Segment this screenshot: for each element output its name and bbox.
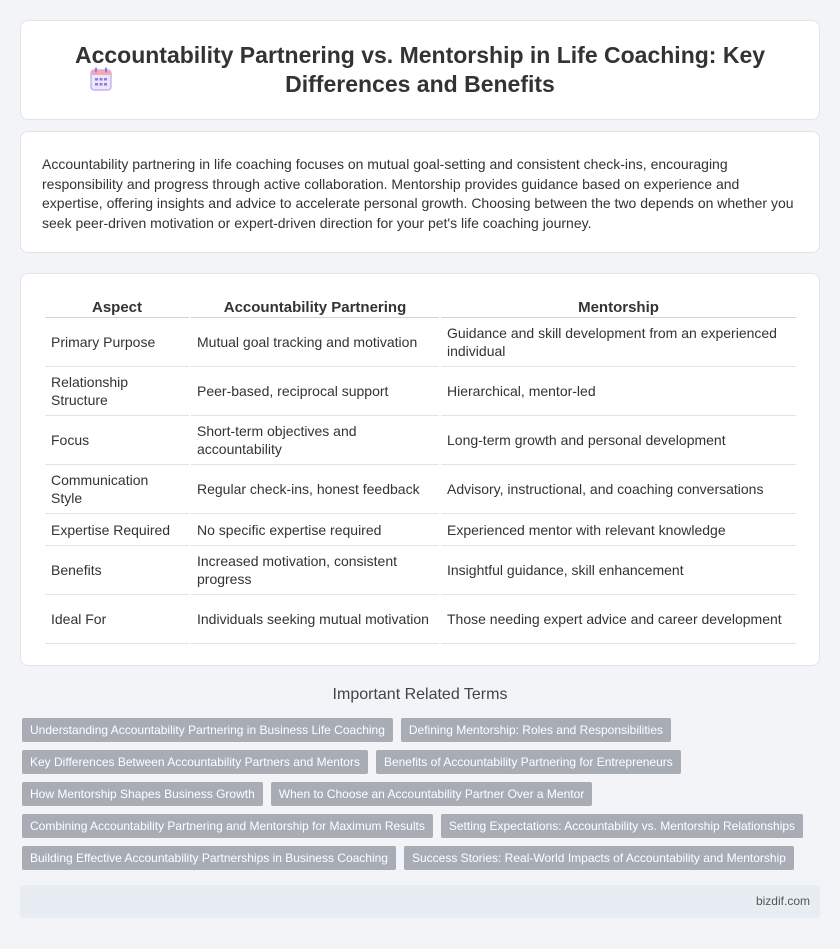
table-cell: Hierarchical, mentor-led bbox=[441, 367, 796, 416]
table-row bbox=[45, 416, 796, 465]
table-row bbox=[45, 595, 796, 644]
related-term-link[interactable]: Understanding Accountability Partnering in Business Life Coaching bbox=[22, 718, 393, 742]
related-term-link[interactable]: Building Effective Accountability Partnerships in Business Coaching bbox=[22, 846, 396, 870]
tag-row bbox=[22, 782, 822, 806]
related-terms-heading: Important Related Terms bbox=[332, 686, 508, 703]
header-aspect: Aspect bbox=[45, 296, 189, 318]
title-card bbox=[20, 20, 820, 120]
related-term-link[interactable]: Key Differences Between Accountability Partners and Mentors bbox=[22, 750, 368, 774]
table-cell: Individuals seeking mutual motivation bbox=[191, 595, 439, 644]
related-term-link[interactable]: Benefits of Accountability Partnering for Entrepreneurs bbox=[376, 750, 681, 774]
table-cell: Ideal For bbox=[45, 595, 189, 644]
table-cell: Insightful guidance, skill enhancement bbox=[441, 546, 796, 595]
table-cell: Benefits bbox=[45, 546, 189, 595]
table-cell: Guidance and skill development from an experienced individual bbox=[441, 318, 796, 367]
table-row bbox=[45, 546, 796, 595]
table-cell: Regular check-ins, honest feedback bbox=[191, 465, 439, 514]
related-term-link[interactable]: When to Choose an Accountability Partner Over a Mentor bbox=[271, 782, 593, 806]
table-row bbox=[45, 514, 796, 546]
table-cell: Long-term growth and personal development bbox=[441, 416, 796, 465]
table-cell: Advisory, instructional, and coaching conversations bbox=[441, 465, 796, 514]
footer bbox=[20, 885, 820, 918]
page-title: Accountability Partnering vs. Mentorship in Life Coaching: Key Differences and Benefits bbox=[74, 42, 766, 97]
table-cell: Primary Purpose bbox=[45, 318, 189, 367]
table-cell: Short-term objectives and accountability bbox=[191, 416, 439, 465]
related-term-link[interactable]: Combining Accountability Partnering and Mentorship for Maximum Results bbox=[22, 814, 433, 838]
table-cell: Those needing expert advice and career development bbox=[441, 595, 796, 644]
header-accountability: Accountability Partnering bbox=[191, 296, 439, 318]
intro-card bbox=[20, 131, 820, 253]
comparison-card bbox=[20, 273, 820, 666]
table-cell: Increased motivation, consistent progress bbox=[191, 546, 439, 595]
table-header-row bbox=[45, 296, 796, 318]
footer-site-link[interactable]: bizdif.com bbox=[755, 894, 810, 908]
related-term-link[interactable]: Setting Expectations: Accountability vs. Mentorship Relationships bbox=[441, 814, 803, 838]
table-row bbox=[45, 318, 796, 367]
intro-paragraph: Accountability partnering in life coaching focuses on mutual goal-setting and consistent check-ins, encouraging responsibility and progress through active collaboration. Mentorship provides guidance based on experience and expertise, offering insights and advice to accelerate personal growth. Choosing between the two depends on whether you seek peer-driven motivation or expert-driven direction for your pet's life coaching journey. bbox=[42, 156, 794, 231]
table-cell: Experienced mentor with relevant knowledge bbox=[441, 514, 796, 546]
table-cell: Focus bbox=[45, 416, 189, 465]
table-cell: No specific expertise required bbox=[191, 514, 439, 546]
table-cell: Mutual goal tracking and motivation bbox=[191, 318, 439, 367]
related-term-link[interactable]: Defining Mentorship: Roles and Responsibilities bbox=[401, 718, 671, 742]
related-terms-list bbox=[22, 718, 822, 878]
table-cell: Expertise Required bbox=[45, 514, 189, 546]
tag-row bbox=[22, 814, 822, 838]
tag-row bbox=[22, 718, 822, 742]
tag-row bbox=[22, 846, 822, 870]
table-row bbox=[45, 465, 796, 514]
related-term-link[interactable]: Success Stories: Real-World Impacts of Accountability and Mentorship bbox=[404, 846, 794, 870]
comparison-table bbox=[43, 296, 798, 644]
header-mentorship: Mentorship bbox=[441, 296, 796, 318]
table-row bbox=[45, 367, 796, 416]
tag-row bbox=[22, 750, 822, 774]
table-cell: Relationship Structure bbox=[45, 367, 189, 416]
related-term-link[interactable]: How Mentorship Shapes Business Growth bbox=[22, 782, 263, 806]
table-cell: Peer-based, reciprocal support bbox=[191, 367, 439, 416]
table-cell: Communication Style bbox=[45, 465, 189, 514]
